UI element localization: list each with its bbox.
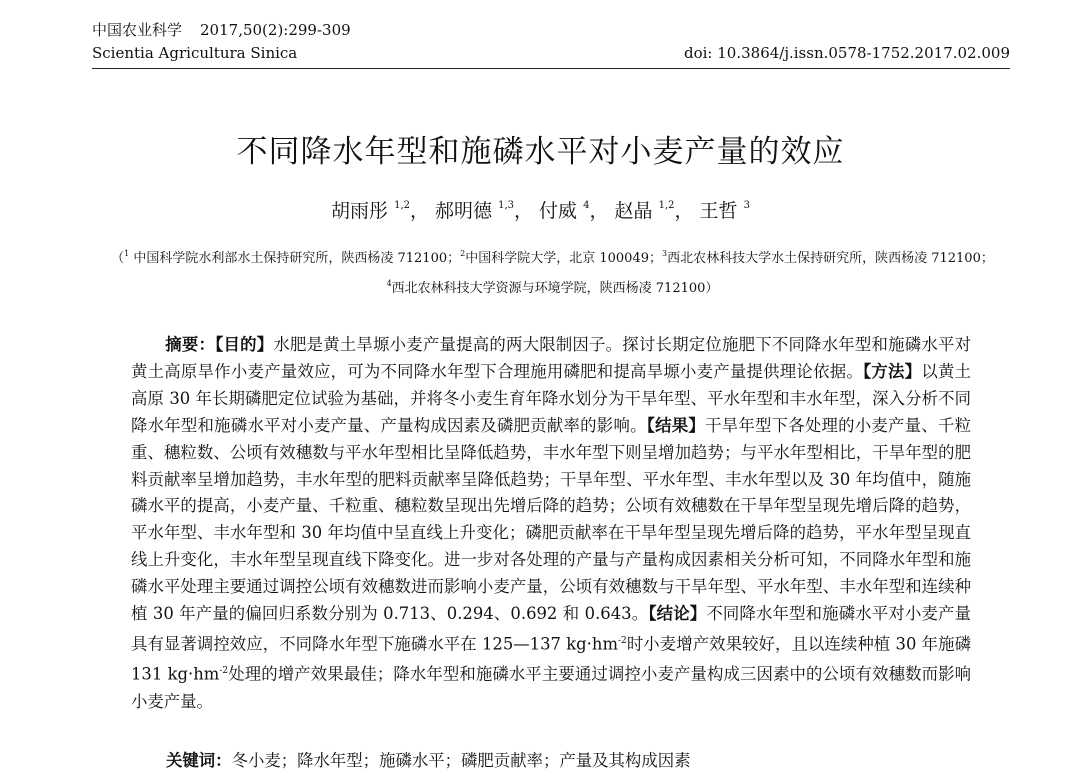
author-name: 赵晶 [614, 200, 653, 222]
author-affiliation-mark: 1,2 [394, 200, 410, 211]
journal-header-line1 [92, 18, 1010, 42]
result-text: 干旱年型下各处理的小麦产量、千粒重、穗粒数、公顷有效穗数与平水年型相比呈降低趋势，丰水年型下则呈增加趋势；与平水年型相比，干旱年型的肥料贡献率呈增加趋势，丰水年型的肥料贡献率呈降低趋势；干旱年型、平水年型、丰水年型以及 30 年均值中，随施磷水平的提高，小麦产量、千粒重、穗粒数呈现出先增后降的趋势；公顷有效穗数在干旱年型呈现先增后降的趋势，平水年型、丰水年型和 30 年均值中呈直线上升变化；磷肥贡献率在干旱年型呈现先增后降的趋势，平水年型呈现直线上升变化，丰水年型呈现直线下降变化。进一步对各处理的产量与产量构成因素相关分析可知，不同降水年型和施磷水平处理主要通过调控公顷有效穗数进而影响小麦产量，公顷有效穗数与干旱年型、平水年型、丰水年型和连续种植 30 年产量的偏回归系数分别为 0.713、0.294、0.692 和 0.643。 [131, 415, 971, 624]
volume-info: 2017,50(2):299-309 [200, 21, 351, 39]
method-tag: 【方法】 [862, 361, 922, 381]
author-list: 胡雨彤 $^{1,2}$， 郝明德 $^{1,3}$， 付威 $^4$， 赵晶 $^{1,2}$， 王哲 $^3$ [331, 200, 750, 222]
objective-tag: 【目的】 [215, 335, 274, 354]
author-name: 王哲 [699, 200, 738, 222]
paper-title: 不同降水年型和施磷水平对小麦产量的效应 [236, 134, 845, 170]
objective-text: 水肥是黄土旱塬小麦产量提高的两大限制因子。探讨长期定位施肥下不同降水年型和施磷水平对黄土高原旱作小麦产量效应，可为不同降水年型下合理施用磷肥和提高旱塬小麦产量提供理论依据。 [131, 335, 971, 381]
author-name: 胡雨彤 [331, 200, 389, 222]
affiliation-3: 西北农林科技大学水土保持研究所，陕西杨凌 712100； [667, 251, 994, 266]
conclusion-text: 时小麦增产效果较好，且以连续种植 30 年施磷 131 kg·hm [131, 634, 971, 684]
author-affiliation-mark: 4 [583, 200, 590, 211]
affiliations-line1: （$^1$ 中国科学院水利部水土保持研究所，陕西杨凌 712100；$^2$中国科学院大学，北京 100049；$^3$西北农林科技大学水土保持研究所，陕西杨凌 712100； [111, 249, 994, 266]
unit-exponent: -2 [617, 635, 627, 646]
journal-header-line2 [92, 42, 1010, 64]
author-affiliation-mark: 3 [743, 200, 750, 211]
journal-name-cn: 中国农业科学 [92, 21, 183, 39]
keywords-text: 冬小麦；降水年型；施磷水平；磷肥贡献率；产量及其构成因素 [231, 751, 691, 770]
header-rule [92, 68, 1010, 69]
journal-header [92, 18, 1010, 69]
conclusion-text: 处理的增产效果最佳；降水年型和施磷水平主要通过调控小麦产量构成三因素中的公顷有效穗数而影响小麦产量。 [131, 664, 972, 711]
author-affiliation-mark: 1,2 [658, 200, 675, 211]
unit-exponent: -2 [219, 666, 229, 677]
affiliations-line2: $^4$西北农林科技大学资源与环境学院，陕西杨凌 712100） [386, 279, 719, 296]
abstract [131, 332, 971, 716]
keywords-label: 关键词： [166, 751, 232, 770]
author-name: 付威 [539, 200, 578, 222]
doi[interactable]: doi: 10.3864/j.issn.0578-1752.2017.02.009 [684, 44, 1010, 62]
conclusion-text: 不同降水年型和施磷水平对小麦产量具有显著调控效应，不同降水年型下施磷水平在 125—137 kg·hm [131, 604, 971, 654]
affiliation-2: 中国科学院大学，北京 100049； [465, 251, 662, 266]
result-tag: 【结果】 [646, 415, 706, 435]
keywords [166, 749, 691, 773]
author-affiliation-mark: 1,3 [498, 200, 514, 211]
conclusion-tag: 【结论】 [648, 604, 707, 624]
abstract-label: 摘要： [165, 335, 216, 354]
affiliation-4: 西北农林科技大学资源与环境学院，陕西杨凌 712100） [391, 281, 719, 296]
method-text: 以黄土高原 30 年长期磷肥定位试验为基础，并将冬小麦生育年降水划分为干旱年型、平水年型和丰水年型，深入分析不同降水年型和施磷水平对小麦产量、产量构成因素及磷肥贡献率的影响。 [131, 361, 971, 435]
journal-name-en: Scientia Agricultura Sinica [92, 44, 298, 62]
affiliation-1: 中国科学院水利部水土保持研究所，陕西杨凌 712100； [129, 251, 461, 266]
author-name: 郝明德 [435, 200, 493, 222]
